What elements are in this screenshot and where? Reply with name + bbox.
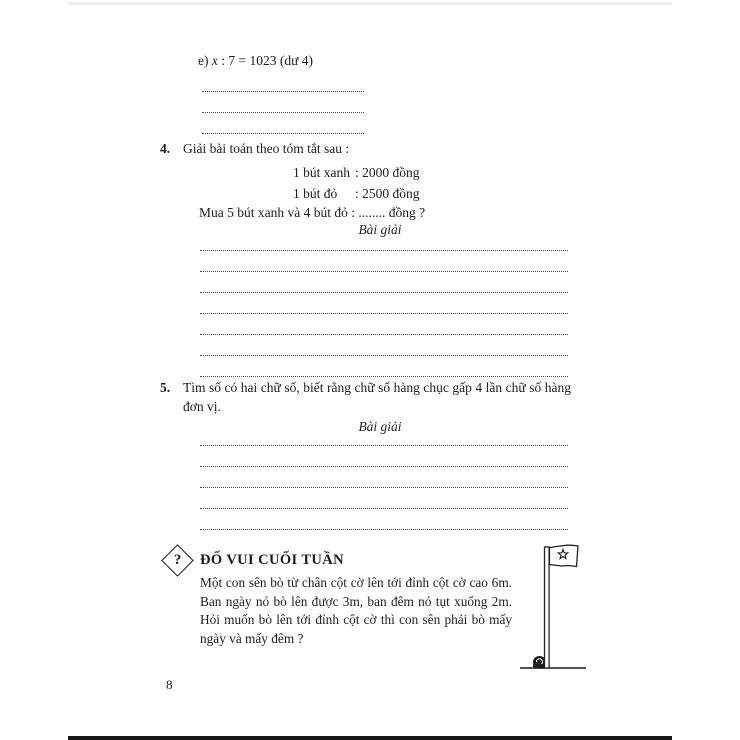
problem-5-solution-heading: Bài giải	[358, 419, 402, 434]
exercise-e-variable: x	[211, 53, 218, 68]
summary-item-value: : 2500 đồng	[355, 186, 420, 201]
exercise-e-label: e)	[198, 53, 209, 68]
summary-item-label: 1 bút đỏ	[293, 186, 338, 201]
problem-4-number: 4.	[160, 141, 171, 156]
dotted-answer-line	[202, 92, 364, 113]
dotted-answer-line	[200, 509, 568, 530]
exercise-e-equation-rest: : 7 = 1023 (dư 4)	[217, 53, 314, 68]
problem-5-number: 5.	[160, 380, 171, 395]
page-number: 8	[166, 677, 173, 692]
problem-4-question: Mua 5 bút xanh và 4 bút đỏ : ........ đồng ?	[199, 205, 426, 220]
dotted-answer-line	[200, 272, 568, 293]
dotted-answer-line	[200, 488, 568, 509]
answer-lines-exercise-e	[202, 71, 364, 134]
dotted-answer-line	[200, 425, 568, 446]
summary-item-value: : 2000 đồng	[355, 165, 420, 180]
dotted-answer-line	[200, 314, 568, 335]
summary-item-label: 1 bút xanh	[293, 165, 350, 180]
answer-lines-problem-5	[200, 425, 568, 530]
dotted-answer-line	[200, 293, 568, 314]
flagpole-illustration	[500, 538, 630, 678]
flagpole	[545, 547, 550, 668]
dotted-answer-line	[200, 251, 568, 272]
problem-5-statement: Tìm số có hai chữ số, biết rằng chữ số hàng chục gấp 4 lần chữ số hàng đơn vị.	[183, 380, 571, 414]
dotted-answer-line	[202, 113, 364, 134]
dotted-answer-line	[202, 71, 364, 92]
page-bottom-edge	[68, 736, 672, 740]
question-mark-diamond-icon	[161, 544, 194, 577]
dotted-answer-line	[200, 230, 568, 251]
problem-4-solution-heading: Bài giải	[358, 222, 402, 237]
problem-4-summary-line	[293, 164, 420, 182]
dotted-answer-line	[200, 356, 568, 377]
puzzle-section-title: ĐỐ VUI CUỐI TUẦN	[200, 552, 345, 568]
page-top-edge	[68, 2, 672, 5]
answer-lines-problem-4	[200, 230, 568, 377]
problem-4-summary-line	[293, 185, 420, 203]
puzzle-body-text: Một con sên bò từ chân cột cờ lên tới đỉnh cột cờ cao 6m. Ban ngày nó bò lên được 3m, ban đêm nó tụt xuống 2m. Hỏi muốn bò lên tới đỉnh cột cờ thì con sên phải bò mấy ngày và mấy đêm ?	[200, 575, 512, 646]
dotted-answer-line	[200, 467, 568, 488]
exercise-e-equation	[198, 52, 313, 70]
question-mark-glyph: ?	[173, 552, 182, 568]
problem-4-statement: Giải bài toán theo tóm tắt sau :	[183, 141, 350, 156]
dotted-answer-line	[200, 446, 568, 467]
dotted-answer-line	[200, 335, 568, 356]
